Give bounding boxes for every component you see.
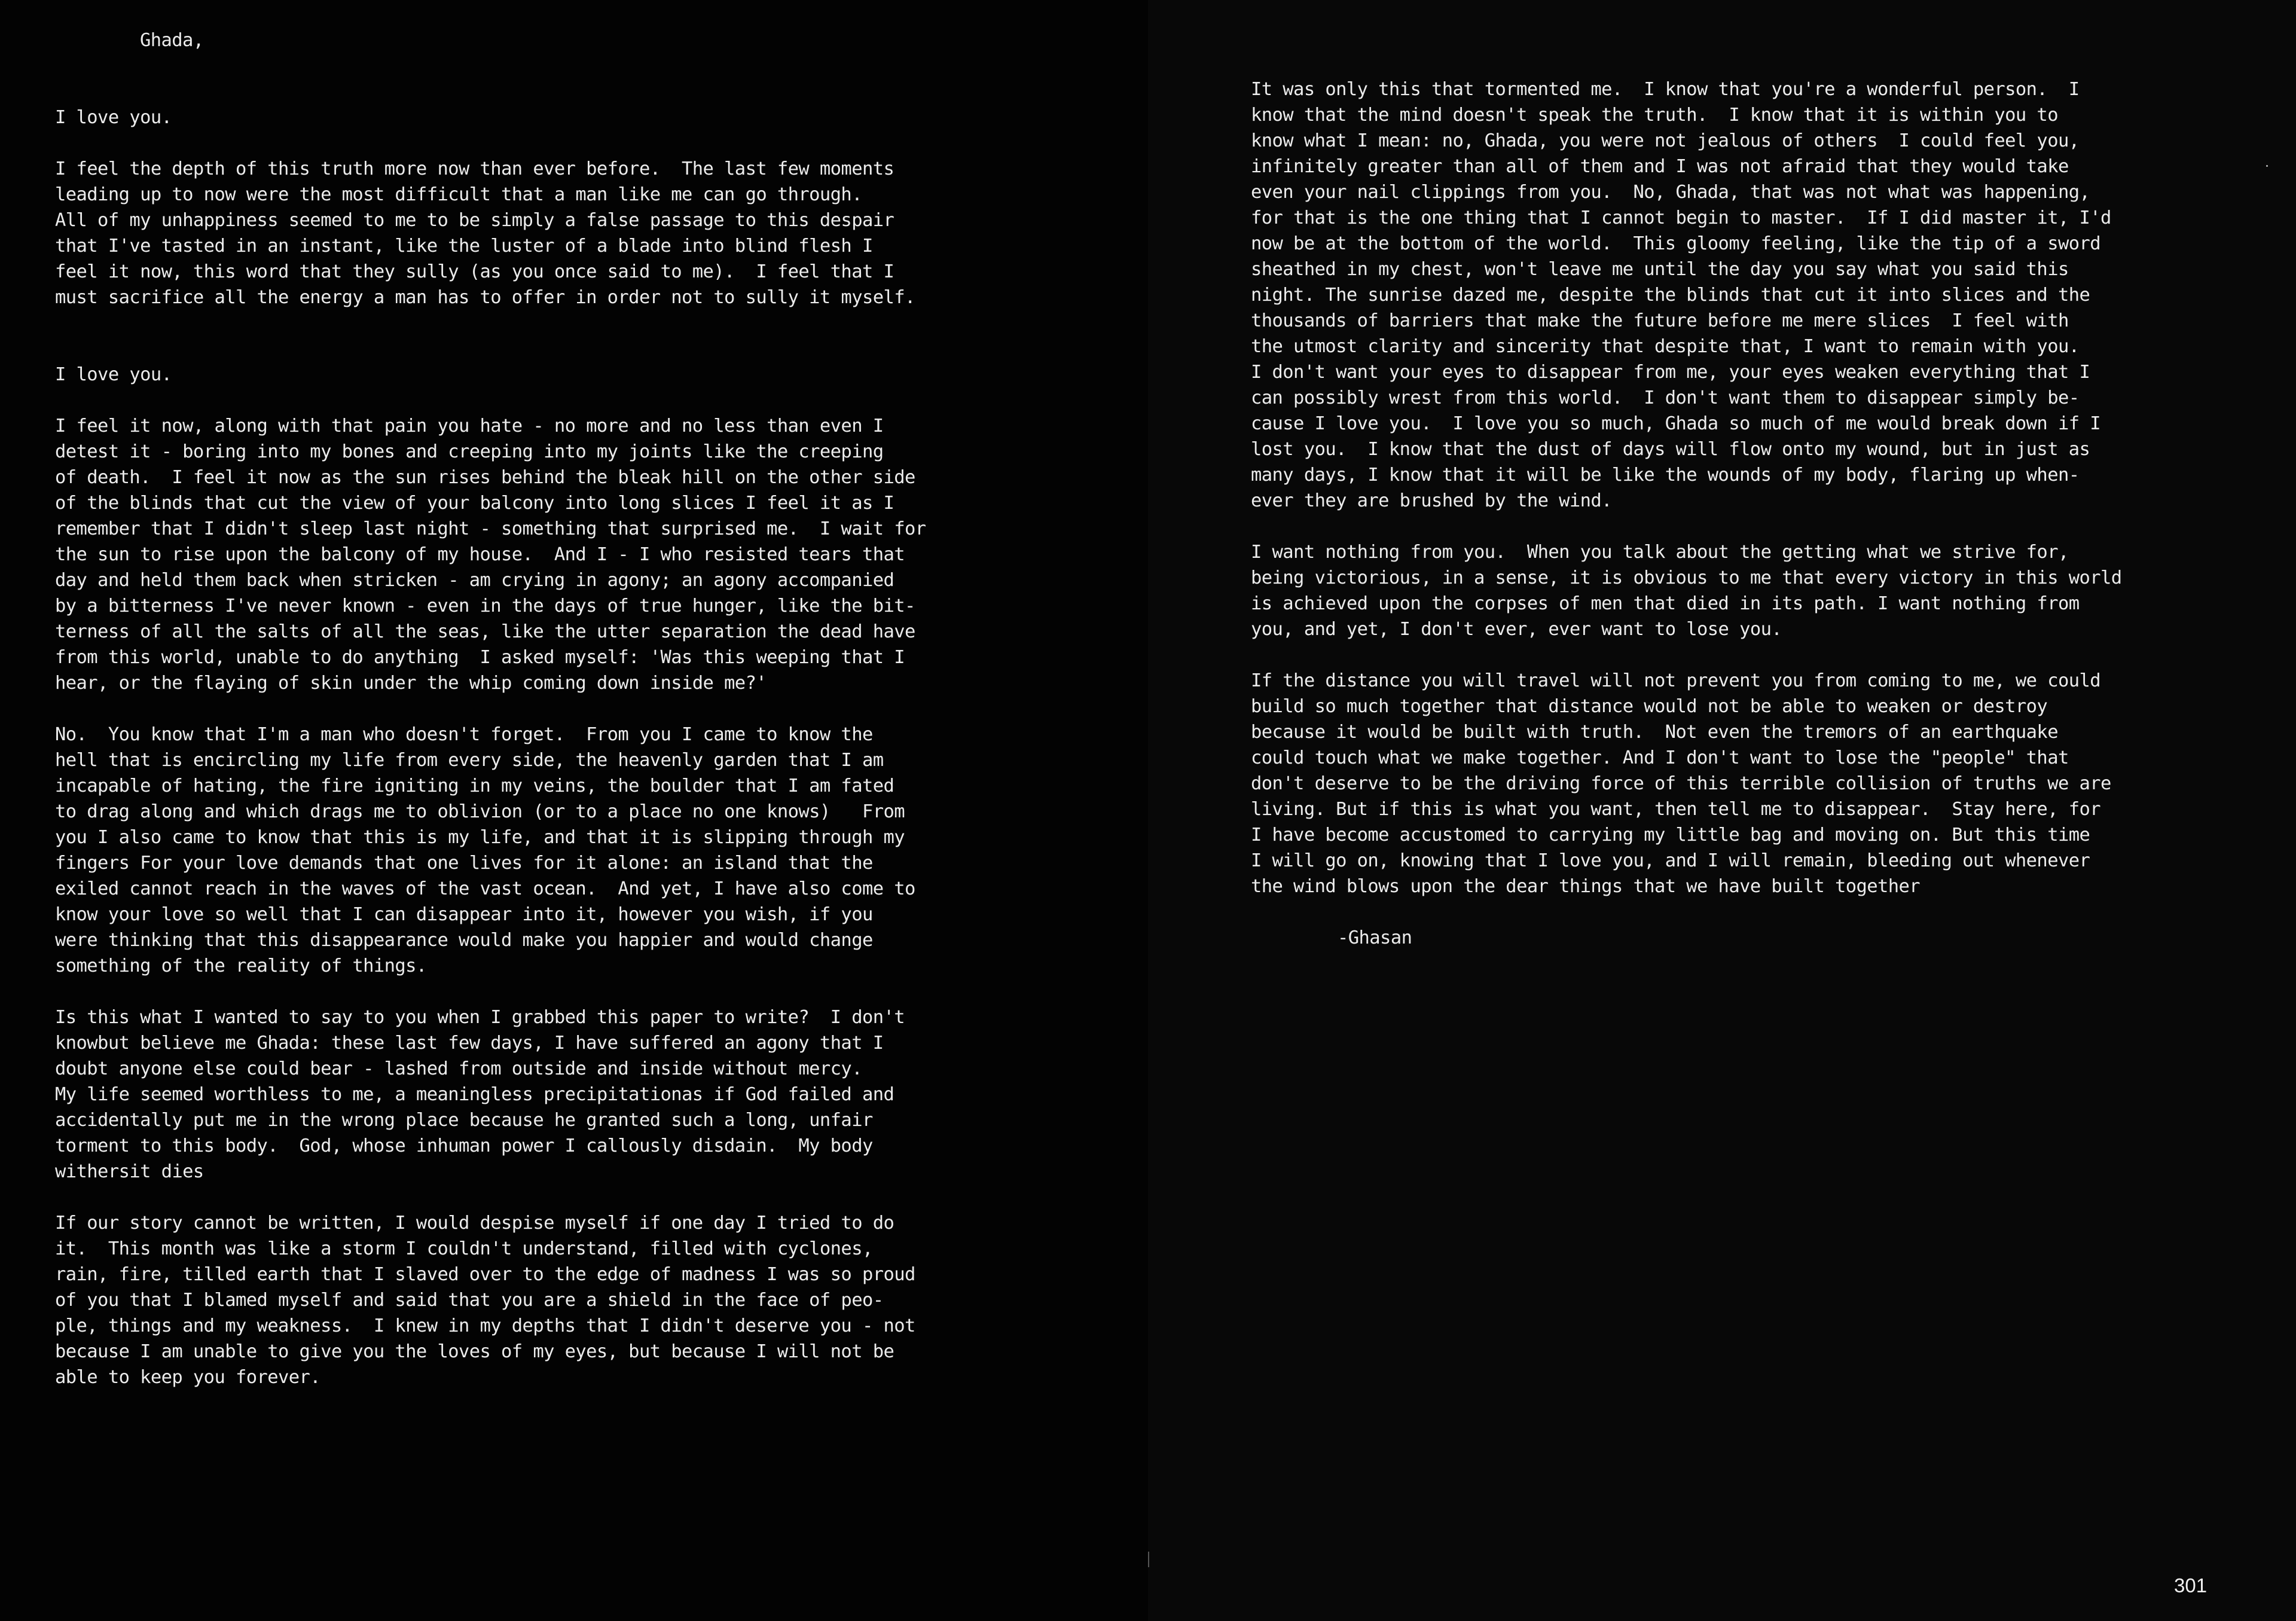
page-number: 301 (2174, 1574, 2208, 1596)
paragraph: I want nothing from you. When you talk about the getting what we strive for, being victorious, in a sense, it is obvious to me that every victory in this world is achieved upon the corpses of men that died in its path. I want nothing from you, and yet, I don't ever, ever want to lose you. (1251, 542, 2122, 640)
paragraph: If the distance you will travel will not prevent you from coming to me, we could build so much together that distance would not be able to weaken or destroy because it would be built with truth. Not even the tremors of an earthquake could touch what we make together. And I don't want to lose the "people" that don't deserve to be the driving force of this terrible collision of truths we are living. But if this is what you want, then tell me to disappear. Stay here, for I have become accustomed to carrying my little bag and moving on. But this time I will go on, knowing that I love you, and I will remain, bleeding out whenever the wind blows upon the dear things that we have built together (1251, 670, 2111, 897)
salutation: Ghada, (140, 30, 204, 51)
right-column (1251, 77, 2219, 951)
paragraph: It was only this that tormented me. I know that you're a wonderful person. I know that the mind doesn't speak the truth. I know that it is within you to know what I mean: no, Ghada, you were not jealous of others I could feel you, infinitely greater than all of them and I was not afraid that they would take even your nail clippings from you. No, Ghada, that was not what was happening, for that is the one thing that I cannot begin to master. If I did master it, I'd now be at the bottom of the world. This gloomy feeling, like the tip of a sword sheathed in my chest, won't leave me until the day you say what you said this night. The sunrise dazed me, despite the blinds that cut it into slices and the thousands of barriers that make the future before me mere slices I feel with the utmost clarity and sincerity that despite that, I want to remain with you. I don't want your eyes to disappear from me, your eyes weaken everything that I can possibly wrest from this world. I don't want them to disappear simply be- cause I love you. I love you so much, Ghada so much of me would break down if I lost you. I know that the dust of days will flow onto my wound, but in just as many days, I know that it will be like the wounds of my body, flaring up when- ever they are brushed by the wind. (1251, 79, 2111, 511)
paragraph: Is this what I wanted to say to you when I grabbed this paper to write? I don't knowbut believe me Ghada: these last few days, I have suffered an agony that I doubt anyone else could bear - lashed from outside and inside without mercy. My life seemed worthless to me, a meaningless precipitationas if God failed and accidentally put me in the wrong place because he granted such a long, unfair torment to this body. God, whose inhuman power I callously disdain. My body withersit dies (55, 1007, 905, 1182)
print-speck (2266, 165, 2268, 167)
signature: -Ghasan (1338, 927, 1412, 948)
paragraph: I love you. (55, 364, 172, 385)
paragraph: I feel the depth of this truth more now than ever before. The last few moments leading up to now were the most difficult that a man like me can go through. All of my unhappiness seemed to me to be simply a false passage to this despair that I've tasted in an instant, like the luster of a blade into blind flesh I feel it now, this word that they sully (as you once said to me). I feel that I must sacrifice all the energy a man has to offer in order not to sully it myself. (55, 158, 915, 308)
gutter-mark (1148, 1552, 1149, 1567)
left-column (55, 28, 1006, 1390)
paragraph: No. You know that I'm a man who doesn't forget. From you I came to know the hell that is encircling my life from every side, the heavenly garden that I am incapable of hating, the fire igniting in my veins, the boulder that I am fated to drag along and which drags me to oblivion (or to a place no one knows) From you I also came to know that this is my life, and that it is slipping through my fingers For your love demands that one lives for it alone: an island that the exiled cannot reach in the waves of the vast ocean. And yet, I have also come to know your love so well that I can disappear into it, however you wish, if you were thinking that this disappearance would make you happier and would change something of the reality of things. (55, 724, 915, 976)
paragraph: I love you. (55, 107, 172, 128)
paragraph: I feel it now, along with that pain you hate - no more and no less than even I detest it - boring into my bones and creeping into my joints like the creeping of death. I feel it now as the sun rises behind the bleak hill on the other side of the blinds that cut the view of your balcony into long slices I feel it as I remember that I didn't sleep last night - something that surprised me. I wait for the sun to rise upon the balcony of my house. And I - I who resisted tears that day and held them back when stricken - am crying in agony; an agony accompanied by a bitterness I've never known - even in the days of true hunger, like the bit- terness of all the salts of all the seas, like the utter separation the dead have from this world, unable to do anything I asked myself: 'Was this weeping that I hear, or the flaying of skin under the whip coming down inside me?' (55, 416, 926, 694)
paragraph: If our story cannot be written, I would despise myself if one day I tried to do it. This month was like a storm I couldn't understand, filled with cyclones, rain, fire, tilled earth that I slaved over to the edge of madness I was so proud of you that I blamed myself and said that you are a shield in the face of peo- ple, things and my weakness. I knew in my depths that I didn't deserve you - not because I am unable to give you the loves of my eyes, but because I will not be able to keep you forever. (55, 1213, 915, 1388)
